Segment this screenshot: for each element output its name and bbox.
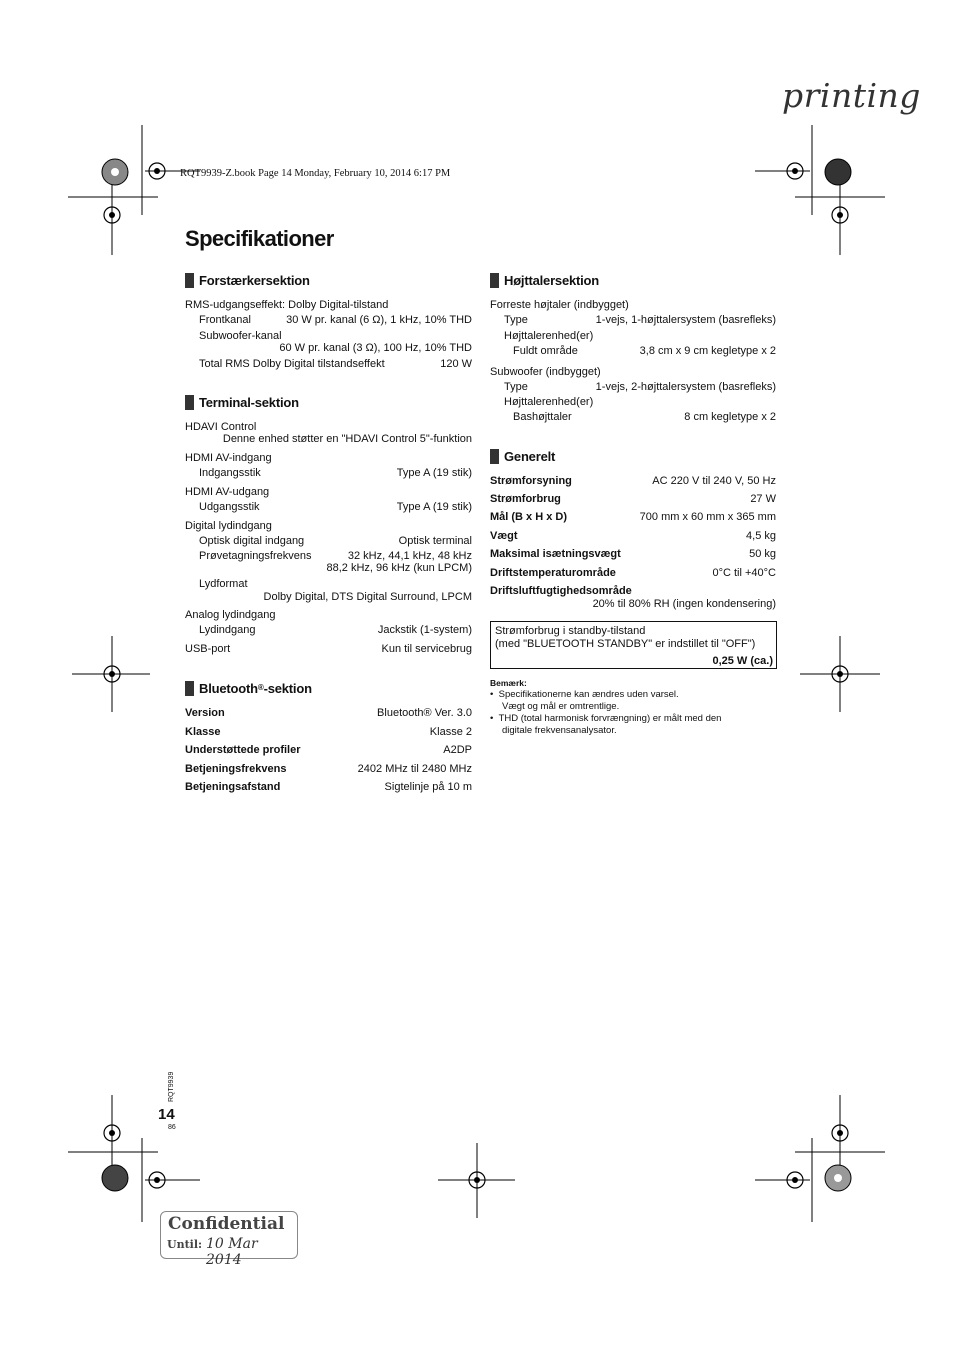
subwoofer-channel-label: Subwoofer-kanal — [199, 330, 282, 342]
power-consumption-label: Strømforbrug — [490, 493, 561, 505]
registered-mark: ® — [257, 683, 264, 692]
section-heading-suffix: -sektion — [263, 680, 312, 696]
bt-profiles-value: A2DP — [443, 744, 472, 756]
weight-label: Vægt — [490, 530, 518, 542]
hdmi-out-sub-label: Udgangsstik — [199, 501, 260, 513]
confidential-label: Confidential — [168, 1214, 285, 1234]
section-heading-label: Generelt — [504, 448, 556, 464]
section-bar-icon — [185, 395, 194, 410]
dimensions-value: 700 mm x 60 mm x 365 mm — [639, 511, 776, 523]
book-header-line: RQT9939-Z.book Page 14 Monday, February 10, 2014 6:17 PM — [180, 168, 451, 179]
full-range-label: Fuldt område — [513, 345, 578, 357]
analog-audio-label: Analog lydindgang — [185, 609, 276, 621]
dimensions-label: Mål (B x H x D) — [490, 511, 568, 523]
sampling-label: Prøvetagningsfrekvens — [199, 550, 312, 562]
optical-label: Optisk digital indgang — [199, 535, 305, 547]
page-title: Specifikationer — [185, 226, 334, 251]
front-unit-label: Højttalerenhed(er) — [504, 330, 594, 342]
bt-class-value: Klasse 2 — [429, 726, 472, 738]
note-title: Bemærk: — [490, 678, 527, 688]
standby-power-box — [490, 621, 777, 669]
sub-type-label: Type — [504, 381, 528, 393]
notes — [490, 677, 721, 737]
front-type-value: 1-vejs, 1-højttalersystem (basrefleks) — [595, 314, 776, 326]
front-speaker-label: Forreste højtaler (indbygget) — [490, 299, 629, 311]
doc-code: RQT9939 — [168, 1071, 175, 1102]
bass-value: 8 cm kegletype x 2 — [684, 411, 776, 423]
section-bar-icon — [185, 681, 194, 696]
bt-frequency-value: 2402 MHz til 2480 MHz — [357, 763, 472, 775]
right-column — [490, 272, 776, 617]
rms-label: RMS-udgangseffekt: Dolby Digital-tilstand — [185, 299, 389, 311]
subwoofer-label: Subwoofer (indbygget) — [490, 366, 601, 378]
note-bullet-2-cont: digitale frekvensanalysator. — [502, 725, 617, 736]
until-label: Until: — [167, 1238, 203, 1251]
analog-value: Jackstik (1-system) — [377, 624, 472, 636]
hdmi-in-sub-label: Indgangsstik — [199, 467, 261, 479]
page-number: 14 — [158, 1106, 175, 1123]
section-bar-icon — [185, 273, 194, 288]
section-heading-bluetooth — [185, 680, 312, 696]
subwoofer-channel-value: 60 W pr. kanal (3 Ω), 100 Hz, 10% THD — [279, 342, 472, 354]
humidity-value: 20% til 80% RH (ingen kondensering) — [592, 598, 776, 610]
section-heading-terminal — [185, 394, 299, 410]
hdmi-out-value: Type A (19 stik) — [396, 501, 472, 513]
standby-line-2: (med "BLUETOOTH STANDBY" er indstillet til "OFF") — [495, 638, 756, 650]
note-text: Specifikationerne kan ændres uden varsel. — [498, 689, 679, 700]
usb-label: USB-port — [185, 643, 231, 655]
hdmi-out-label: HDMI AV-udgang — [185, 486, 270, 498]
bt-profiles-label: Understøttede profiler — [185, 744, 301, 756]
audio-format-value: Dolby Digital, DTS Digital Surround, LPCM — [263, 591, 472, 603]
optical-value: Optisk terminal — [398, 535, 472, 547]
front-channel-value: 30 W pr. kanal (6 Ω), 1 kHz, 10% THD — [286, 314, 472, 326]
sub-unit-label: Højttalerenhed(er) — [504, 396, 594, 408]
section-heading-label: Højttalersektion — [504, 272, 600, 288]
sub-type-value: 1-vejs, 2-højttalersystem (basrefleks) — [595, 381, 776, 393]
hdmi-in-value: Type A (19 stik) — [396, 467, 472, 479]
bt-version-label: Version — [185, 707, 225, 719]
bullet-icon: • — [490, 713, 499, 724]
temperature-label: Driftstemperaturområde — [490, 567, 616, 579]
note-bullet-1 — [490, 689, 721, 701]
audio-format-label: Lydformat — [199, 578, 248, 590]
power-consumption-value: 27 W — [750, 493, 776, 505]
max-load-value: 50 kg — [749, 548, 776, 560]
front-type-label: Type — [504, 314, 528, 326]
sampling-value-1: 32 kHz, 44,1 kHz, 48 kHz — [347, 550, 472, 562]
printing-stamp: printing — [782, 76, 921, 115]
weight-value: 4,5 kg — [746, 530, 776, 542]
total-rms-value: 120 W — [440, 358, 472, 370]
section-bar-icon — [490, 273, 499, 288]
left-column — [185, 272, 472, 802]
until-date: 10 Mar 2014 — [206, 1236, 258, 1268]
note-bullet-1-cont: Vægt og mål er omtrentlige. — [502, 701, 620, 712]
analog-sub-label: Lydindgang — [199, 624, 256, 636]
standby-value: 0,25 W (ca.) — [712, 655, 773, 667]
section-heading-label: Forstærkersektion — [199, 272, 310, 288]
humidity-label: Driftsluftfugtighedsområde — [490, 585, 632, 597]
section-bar-icon — [490, 449, 499, 464]
section-heading-speaker — [490, 272, 599, 288]
digital-audio-label: Digital lydindgang — [185, 520, 272, 532]
bt-version-value: Bluetooth® Ver. 3.0 — [377, 707, 472, 719]
bt-range-value: Sigtelinje på 10 m — [384, 781, 472, 793]
section-heading-amplifier — [185, 272, 310, 288]
bt-frequency-label: Betjeningsfrekvens — [185, 763, 287, 775]
total-rms-label: Total RMS Dolby Digital tilstandseffekt — [199, 358, 385, 370]
bt-class-label: Klasse — [185, 726, 221, 738]
note-bullet-2 — [490, 713, 721, 725]
usb-value: Kun til servicebrug — [381, 643, 472, 655]
full-range-value: 3,8 cm x 9 cm kegletype x 2 — [639, 345, 776, 357]
hdavi-label: HDAVI Control — [185, 421, 257, 433]
section-heading-general — [490, 448, 555, 464]
power-supply-value: AC 220 V til 240 V, 50 Hz — [652, 475, 776, 487]
power-supply-label: Strømforsyning — [490, 475, 572, 487]
section-heading-label: Bluetooth — [199, 680, 258, 696]
section-heading-label: Terminal-sektion — [199, 394, 299, 410]
bullet-icon: • — [490, 689, 499, 700]
standby-line-1: Strømforbrug i standby-tilstand — [495, 625, 646, 637]
max-load-label: Maksimal isætningsvægt — [490, 548, 621, 560]
bass-label: Bashøjttaler — [513, 411, 572, 423]
note-text: THD (total harmonisk forvrængning) er målt med den — [498, 713, 722, 724]
front-channel-label: Frontkanal — [199, 314, 251, 326]
small-page-index: 86 — [168, 1124, 176, 1131]
hdavi-value: Denne enhed støtter en "HDAVI Control 5"-funktion — [222, 433, 472, 445]
sampling-value-2: 88,2 kHz, 96 kHz (kun LPCM) — [326, 562, 472, 574]
bt-range-label: Betjeningsafstand — [185, 781, 281, 793]
temperature-value: 0°C til +40°C — [712, 567, 776, 579]
confidential-stamp — [160, 1211, 298, 1268]
hdmi-in-label: HDMI AV-indgang — [185, 452, 272, 464]
